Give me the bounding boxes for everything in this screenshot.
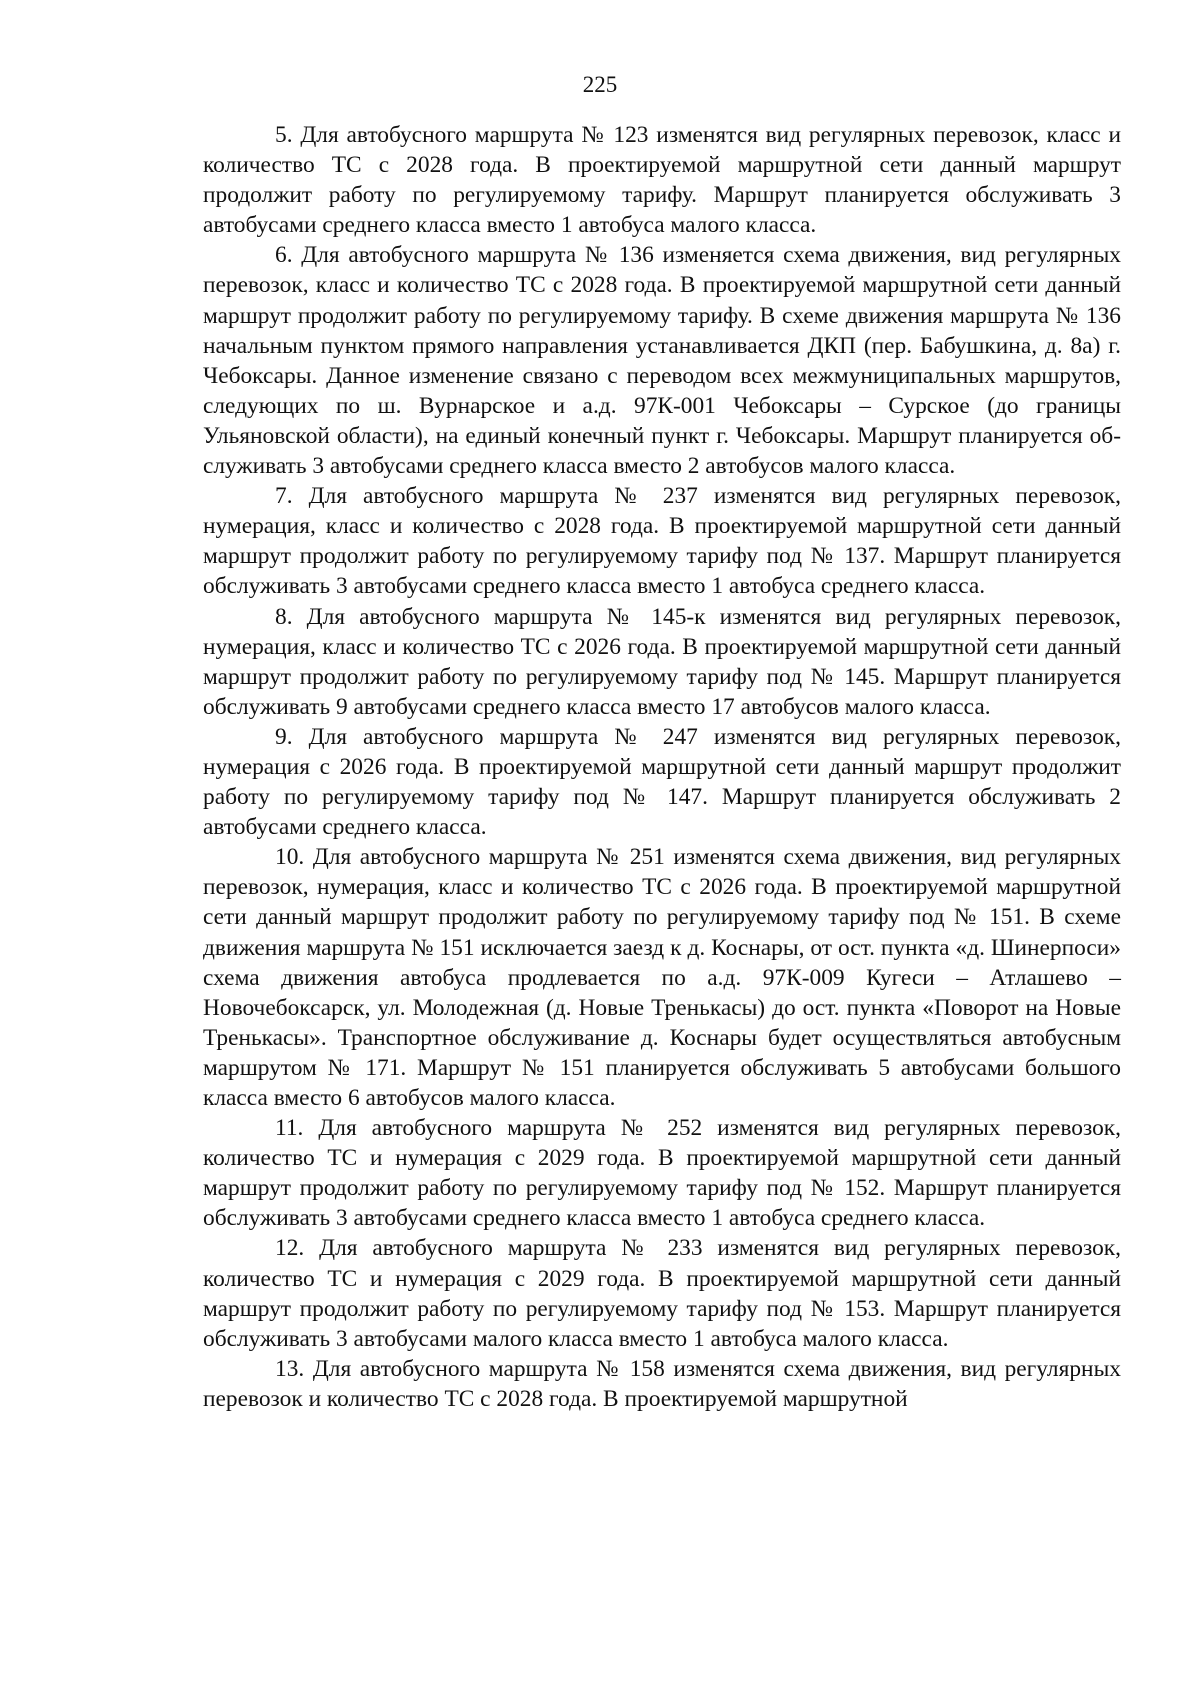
paragraph-item-6: 6. Для автобусного маршрута № 136 изменяется схема движения, вид регулярных перевозок, класс и количество ТС с 2028 года. В проектируемой маршрутной сети данный маршрут продолжит работу по регулируемому тарифу. В схеме движения маршрута № 136 начальным пунктом прямого направления устанавливается ДКП (пер. Бабушкина, д. 8а) г. Чебоксары. Данное изменение связано с переводом всех межмуниципальных маршрутов, следующих по ш. Вурнарское и а.д. 97К-001 Чебоксары – Сурское (до границы Ульяновской области), на единый конечный пункт г. Чебоксары. Маршрут планируется обслуживать 3 автобусами среднего класса вместо 2 автобусов малого класса. [203,242,1121,480]
paragraph-item-8: 8. Для автобусного маршрута № 145-к изменятся вид регулярных перевозок, нумерация, класс и количество ТС с 2026 года. В проектируемой маршрутной сети данный маршрут продолжит работу по регулируемому тарифу под № 145. Маршрут планируется обслуживать 9 автобусами среднего класса вместо 17 автобусов малого класса. [203,603,1121,720]
paragraph-item-5: 5. Для автобусного маршрута № 123 изменятся вид регулярных перевозок, класс и количество ТС с 2028 года. В проектируемой маршрутной сети данный маршрут продолжит работу по регулируемому тарифу. Маршрут планируется обслуживать 3 автобусами среднего класса вместо 1 автобуса малого класса. [203,122,1121,239]
paragraph-item-13: 13. Для автобусного маршрута № 158 изменятся схема движения, вид регулярных перевозок и количество ТС с 2028 года. В проектируемой маршрутной [203,1355,1121,1412]
paragraph-item-12: 12. Для автобусного маршрута № 233 изменятся вид регулярных перевозок, количество ТС и нумерация с 2029 года. В проектируемой маршрутной сети данный маршрут продолжит работу по регулируемому тарифу под № 153. Маршрут планируется обслуживать 3 автобусами малого класса вместо 1 автобуса малого класса. [203,1235,1121,1352]
page-number: 225 [582,72,618,97]
paragraph-item-11: 11. Для автобусного маршрута № 252 изменятся вид регулярных перевозок, количество ТС и нумерация с 2029 года. В проектируемой маршрутной сети данный маршрут продолжит работу по регулируемому тарифу под № 152. Маршрут планируется обслуживать 3 автобусами среднего класса вместо 1 автобуса среднего класса. [203,1115,1121,1232]
paragraph-item-9: 9. Для автобусного маршрута № 247 изменятся вид регулярных перевозок, нумерация с 2026 года. В проектируемой маршрутной сети данный маршрут продолжит работу по регулируемому тарифу под № 147. Маршрут планируется обслуживать 2 автобусами среднего класса. [203,723,1121,841]
paragraph-item-7: 7. Для автобусного маршрута № 237 изменятся вид регулярных перевозок, нумерация, класс и количество с 2028 года. В проектируемой маршрутной сети данный маршрут продолжит работу по регулируемому тарифу под № 137. Маршрут планируется обслуживать 3 автобусами среднего класса вместо 1 автобуса среднего класса. [203,483,1121,600]
paragraph-item-10: 10. Для автобусного маршрута № 251 изменятся схема движения, вид регулярных перевозок, нумерация, класс и количество ТС с 2026 года. В проектируемой маршрутной сети данный маршрут продолжит работу по регулируемому тарифу под № 151. В схеме движения маршрута № 151 исключается заезд к д. Коснары, от ост. пункта «д. Шинерпоси» схема движения автобуса продлевается по а.д. 97К-009 Кугеси – Атлашево – Новочебоксарск, ул. Молодежная (д. Новые Тренькасы) до ост. пункта «Поворот на Новые Тренькасы». Транспортное обслуживание д. Коснары будет осуществляться автобусным маршрутом № 171. Маршрут № 151 планируется обслуживать 5 автобусами большого класса вместо 6 автобусов малого класса. [203,844,1121,1111]
body-text [203,120,1121,1414]
